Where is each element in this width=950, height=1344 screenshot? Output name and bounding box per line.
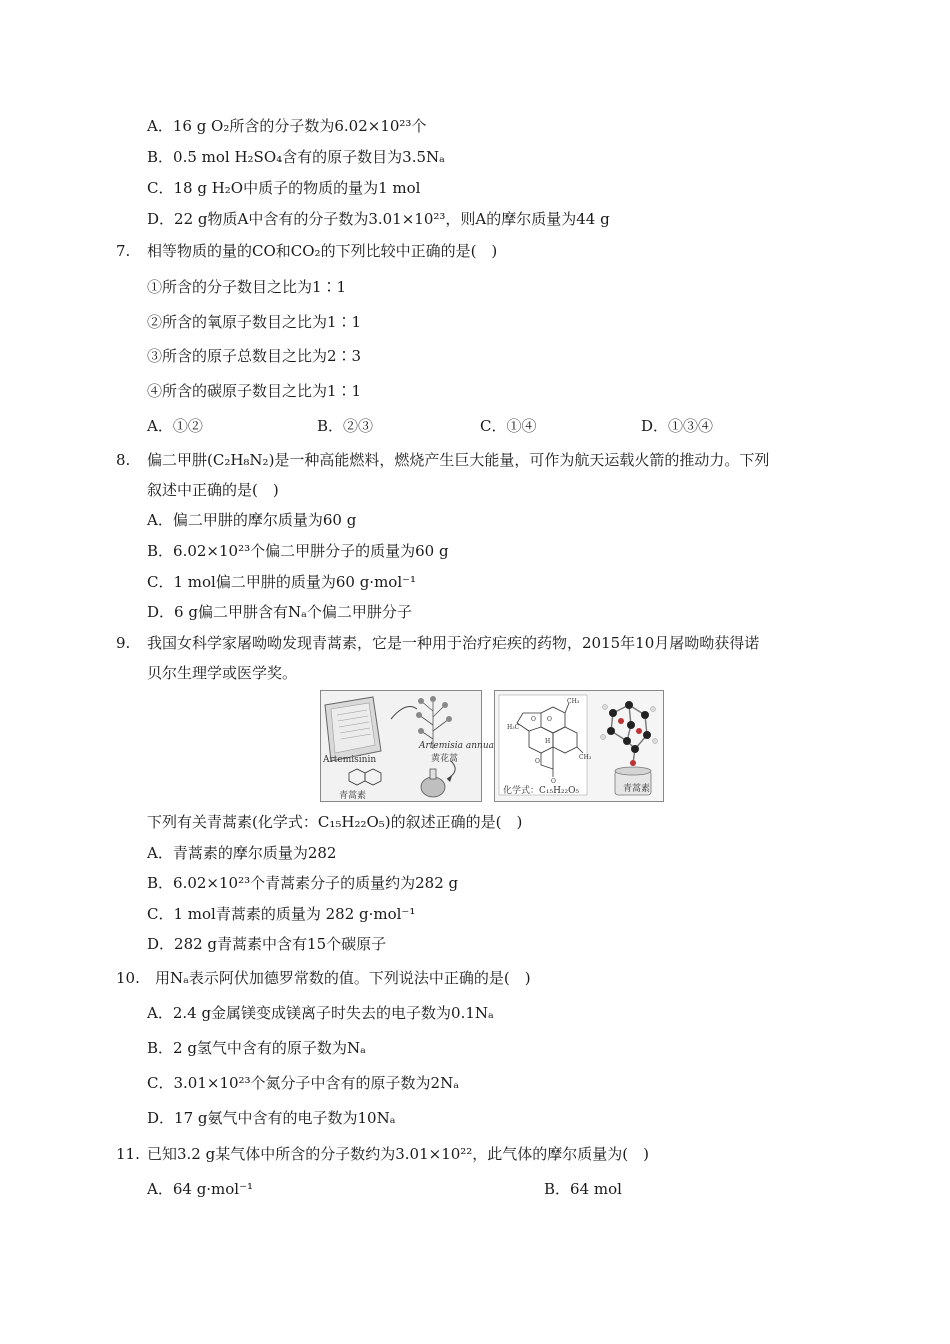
- q6-option-b: B．0.5 mol H₂SO₄含有的原子数目为3.5Nₐ: [147, 148, 445, 166]
- figure-label-bottle: 青蒿素: [623, 784, 651, 794]
- q11-option-a: A．64 g·mol⁻¹: [147, 1180, 254, 1198]
- q10-option-c: C．3.01×10²³个氮分子中含有的原子数为2Nₐ: [147, 1074, 460, 1092]
- q9-option-a: A．青蒿素的摩尔质量为282: [147, 844, 337, 862]
- q11-option-b: B．64 mol: [544, 1180, 622, 1198]
- q9-stem-line1: 我国女科学家屠呦呦发现青蒿素，它是一种用于治疗疟疾的药物，2015年10月屠呦呦获得诺: [147, 634, 760, 652]
- q9-option-b: B．6.02×10²³个青蒿素分子的质量约为282 g: [147, 874, 459, 892]
- q10-option-a: A．2.4 g金属镁变成镁离子时失去的电子数为0.1Nₐ: [147, 1004, 494, 1022]
- q8-option-c: C．1 mol偏二甲肼的质量为60 g·mol⁻¹: [147, 573, 417, 591]
- q7-option-d: D．①③④: [641, 417, 714, 435]
- figure-label-formula: 化学式：C₁₅H₂₂O₅: [503, 786, 580, 796]
- svg-text:O: O: [531, 716, 536, 723]
- figure-label-qinghaosu: 青蒿素: [339, 791, 367, 801]
- svg-text:H: H: [545, 738, 551, 745]
- artemisinin-structure-figure: [494, 690, 664, 802]
- artemisia-figure: [320, 690, 495, 802]
- q7-option-a: A．①②: [147, 417, 203, 435]
- q8-option-a: A．偏二甲肼的摩尔质量为60 g: [147, 511, 357, 529]
- q9-stem-line2: 贝尔生理学或医学奖。: [147, 664, 298, 682]
- q7-option-c: C．①④: [480, 417, 537, 435]
- q7-option-b: B．②③: [317, 417, 374, 435]
- q7-statement-3: ③所含的原子总数目之比为2∶3: [147, 347, 362, 365]
- q8-option-d: D．6 g偏二甲肼含有Nₐ个偏二甲肼分子: [147, 603, 412, 621]
- q8-number: 8.: [116, 451, 131, 469]
- figure-label-plant-latin: Artemisia annua: [419, 741, 495, 751]
- svg-text:CH₃: CH₃: [567, 698, 580, 705]
- q11-stem: 已知3.2 g某气体中所含的分子数约为3.01×10²²，此气体的摩尔质量为( ): [147, 1145, 650, 1163]
- q7-options: [147, 416, 847, 436]
- svg-text:O: O: [551, 778, 556, 785]
- q7-statement-4: ④所含的碳原子数目之比为1∶1: [147, 382, 362, 400]
- q9-sub-stem: 下列有关青蒿素(化学式：C₁₅H₂₂O₅)的叙述正确的是( ): [147, 813, 523, 831]
- q6-option-d: D．22 g物质A中含有的分子数为3.01×10²³，则A的摩尔质量为44 g: [147, 210, 610, 228]
- q7-statement-2: ②所含的氧原子数目之比为1∶1: [147, 313, 362, 331]
- q9-option-c: C．1 mol青蒿素的质量为 282 g·mol⁻¹: [147, 905, 416, 923]
- svg-text:O: O: [535, 758, 540, 765]
- svg-text:CH₃: CH₃: [579, 754, 592, 761]
- q7-statement-1: ①所含的分子数目之比为1∶1: [147, 278, 347, 296]
- figure-label-plant-cn: 黄花蒿: [431, 754, 459, 764]
- q6-option-c: C．18 g H₂O中质子的物质的量为1 mol: [147, 179, 421, 197]
- q10-option-d: D．17 g氨气中含有的电子数为10Nₐ: [147, 1109, 396, 1127]
- q7-number: 7.: [116, 242, 131, 260]
- svg-text:H₃C: H₃C: [507, 724, 520, 731]
- q9-number: 9.: [116, 634, 131, 652]
- q9-option-d: D．282 g青蒿素中含有15个碳原子: [147, 935, 387, 953]
- q11-number: 11.: [116, 1145, 140, 1163]
- q10-stem: 用Nₐ表示阿伏加德罗常数的值。下列说法中正确的是( ): [155, 969, 531, 987]
- q7-stem: 相等物质的量的CO和CO₂的下列比较中正确的是( ): [147, 242, 498, 260]
- q10-number: 10.: [116, 969, 140, 987]
- q8-stem-line1: 偏二甲肼(C₂H₈N₂)是一种高能燃料，燃烧产生巨大能量，可作为航天运载火箭的推动力。下列: [147, 451, 770, 469]
- figure-label-artemisinin: Artemisinin: [323, 755, 377, 765]
- q8-option-b: B．6.02×10²³个偏二甲肼分子的质量为60 g: [147, 542, 449, 560]
- svg-text:O: O: [547, 716, 552, 723]
- q10-option-b: B．2 g氢气中含有的原子数为Nₐ: [147, 1039, 366, 1057]
- q6-option-a: A．16 g O₂所含的分子数为6.02×10²³个: [147, 117, 427, 135]
- q8-stem-line2: 叙述中正确的是( ): [147, 481, 279, 499]
